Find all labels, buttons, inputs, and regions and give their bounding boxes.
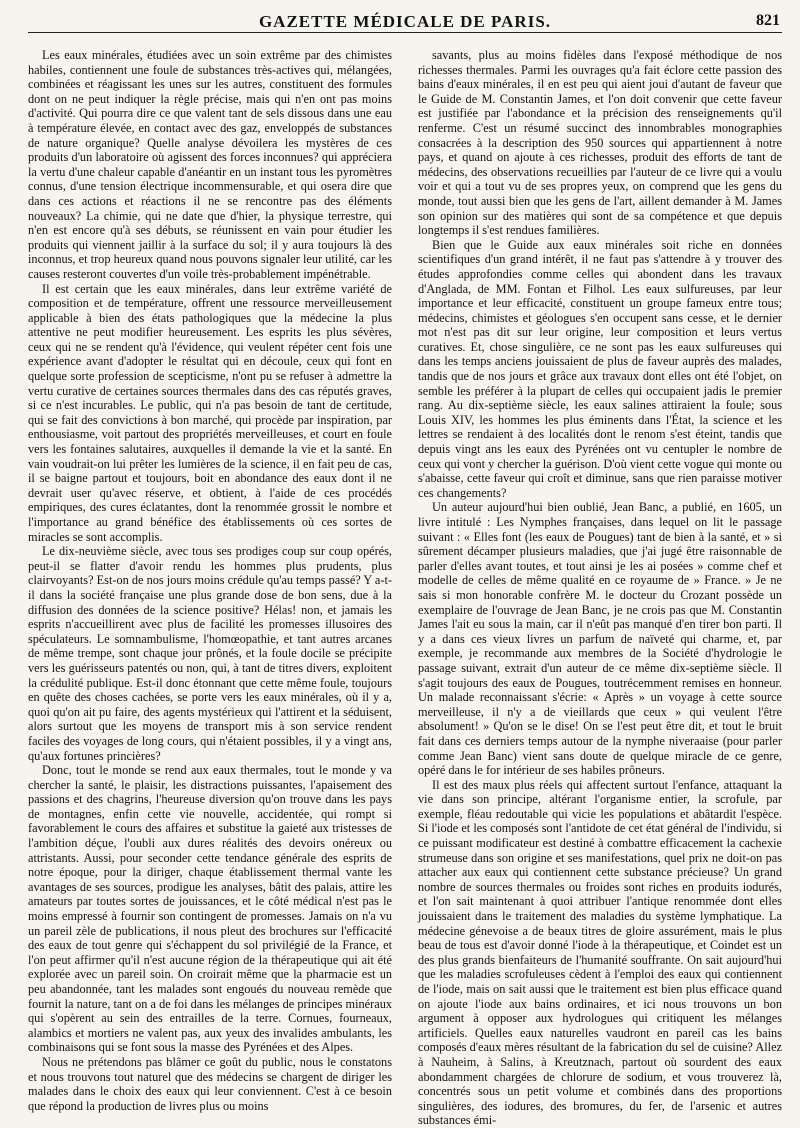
paragraph: Un auteur aujourd'hui bien oublié, Jean Banc, a publié, en 1605, un livre intitulé : Les Nymphes françaises, dans lequel on lit le passage suivant : « Elles font (les eaux de Pougues) tant de bien à la santé, et » si sûrement décamper plusieurs maladies, que j'ai jugé être raisonnable de parler d'elles avant toutes, et tout ainsi je les ai posées » comme chef et modelle de celles de même qualité en ce royaume de » France. » Je ne sais si mon honorable confrère M. le docteur du Crozant possède un exemplaire de l'ouvrage de Jean Banc, je ne crois pas que M. Constantin James l'ait eu sous la main, car il n'eût pas manqué d'en tirer bon parti. Il y a dans ces vieux livres un parfum de naïveté qui charme, et, par exemple, je recommande aux membres de la Société d'hydrologie le passage suivant, extrait d'un auteur de ce même dix-septième siècle. Il s'agit toujours des eaux de Pougues, toutrécemment remises en honneur. Un malade reconnaissant s'écrie: « Après » un voyage à cette source merveilleuse, il n'y a de vieillards que ceux » qui veulent l'être absolument! » Qu'on se le dise! On se l'est peut être dit, et tout le bruit fait dans ces derniers temps autour de la nymphe niveraaise (pour parler comme Jean Banc) vient sans doute de quelque miracle de ce genre, opéré dans le for intérieur de ses habiles prôneurs. [418, 500, 782, 778]
paragraph: Donc, tout le monde se rend aux eaux thermales, tout le monde y va chercher la santé, le plaisir, les distractions puissantes, l'apaisement des passions et des chagrins, l'heureuse diversion qu'on trouve dans les pays de montagnes, enfin cette vie nouvelle, accidentée, qui rompt si favorablement le cours des affaires et substitue la gaieté aux tristesses de l'ambition déçue, l'oubli aux dures réalités des devoirs onéreux ou attristants. Aussi, pour seconder cette tendance générale des esprits de notre époque, pour la diriger, chaque établissement thermal vante les avantages de ses sources, prodigue les analyses, bâtit des palais, attire les amateurs par toutes sortes de jouissances, et le côté médical n'est pas le moins empressé à fournir son contingent de promesses. Jamais on n'a vu un pareil zèle de publications, il nous pleut des brochures sur l'efficacité des eaux de tout genre qui s'échappent du sol privilégié de la France, et l'on peut affirmer qu'il n'est aucune région de la thérapeutique qui ait été explorée avec un pareil soin. On croirait même que la pharmacie est un peu abandonnée, tant les malades sont engoués du nouveau remède que fournit la nature, tant on a de foi dans les mélanges de principes minéraux qui s'opèrent au sein des entrailles de la terre. Cornues, fourneaux, alambics et mortiers ne valent pas, aux yeux des invalides ambulants, les combinaisons qui se font sous la masse des Pyrénées et des Alpes. [28, 763, 392, 1055]
paragraph: Nous ne prétendons pas blâmer ce goût du public, nous le constatons et nous trouvons tout naturel que des médecins se chargent de diriger les malades dans le choix des eaux qui leur conviennent. C'est à ce besoin que répond la production de livres plus ou moins [28, 1054, 392, 1113]
paragraph: Le dix-neuvième siècle, avec tous ses prodiges coup sur coup opérés, peut-il se flatter d'avoir rendu les hommes plus prudents, plus clairvoyants? Est-on de nos jours moins crédule qu'au temps passé? Y a-t-il dans la société française une plus grande dose de bon sens, due à la diffusion des données de la science positive? Hélas! non, et jamais les esprits n'accueillirent avec plus de facilité les promesses illusoires des spéculateurs. Le somnambulisme, l'homœopathie, et tant autres arcanes de même trempe, sont chaque jour prônés, et la foule docile se précipite vers les guérisseurs patentés ou non, qui, à tant de titres divers, exploitent la crédulité publique. Est-il donc étonnant que cette même foule, toujours en quête des choses cachées, se porte vers les eaux minérales, où il y a, quoi qu'on ait pu faire, des agents mystérieux qui l'attirent et la séduisent, alors surtout que les moyens de transport mis à son service rendent faciles des voyages de long cours, qui n'étaient possibles, il y a vingt ans, qu'aux fortunes princières? [28, 544, 392, 763]
text-columns [28, 48, 782, 1128]
paragraph: Les eaux minérales, étudiées avec un soin extrême par des chimistes habiles, contiennent une foule de substances très-actives qui, mélangées, combinées et réagissant les unes sur les autres, constituent des formules dont on ne peut indiquer la règle précise, mais qui n'en ont pas moins d'activité. Qui pourra dire ce que valent tant de sels dissous dans une eau à température élevée, en contact avec des gaz, enveloppés de substances de nature organique? Quelle analyse dévoilera les mystères de ces produits d'un laboratoire où agissent des forces inconnues? qui appréciera la vertu d'une chaleur capable d'anéantir en un instant tous les pyromètres connus, d'une tension électrique incommensurable, et qui osera dire que dans ces actions et réactions il ne se rencontre pas des éléments nouveaux? La chimie, qui ne date que d'hier, la physique terrestre, qui n'en est encore qu'à ses débuts, se réunissent en vain pour étudier les produits qui viennent jaillir à la surface du sol; il y aura toujours là des inconnus, et trop heureux quand nous pouvons signaler leur utilité, car les causes resteront couvertes d'un voile très-probablement impénétrable. [28, 48, 392, 281]
header-rule [28, 32, 782, 33]
paragraph: savants, plus au moins fidèles dans l'exposé méthodique de nos richesses thermales. Parmi les ouvrages qu'a fait éclore cette passion des bains d'eaux minérales, il en est peu qui aient joui d'autant de faveur que le Guide de M. Constantin James, et l'on doit convenir que cette faveur est justifiée par l'abondance et la précision des renseignements qu'il renferme. C'est un résumé succinct des innombrables monographies consacrées à la description des 950 sources qui appartiennent à notre pays, et quand on ajoute à ces richesses, produit des efforts de tant de médecins, des observations recueillies par l'auteur de ce livre qui a voulu voir et qui a tout vu de ses propres yeux, on comprend que les gens du monde, tout aussi bien que les gens de l'art, aillent demander à M. James son opinion sur des matières qui sont de sa compétence et que depuis longtemps il s'est rendues familières. [418, 48, 782, 238]
page-number: 821 [756, 12, 780, 29]
paragraph: Il est des maux plus réels qui affectent surtout l'enfance, attaquant la vie dans son principe, altérant l'organisme entier, la scrofule, par exemple, fléau redoutable qui vicie les populations et abâtardit l'espèce. Si l'iode et les composés sont l'antidote de cet état général de l'individu, si ce puissant modificateur est destiné à combattre efficacement la cachexie strumeuse dans son origine et ses manifestations, quel prix ne doit-on pas attacher aux eaux qui contiennent cette substance précieuse? Un grand nombre de sources thermales ou froides sont riches en produits iodurés, et l'on sait maintenant à quoi attribuer l'antique renommée dont elles jouissaient dans le traitement des maladies du système lymphatique. La médecine génevoise a de beaux titres de gloire assurément, mais le plus beau de tous est d'avoir donné l'iode à la thérapeutique, et Coindet est un des plus grands bienfaiteurs de l'humanité souffrante. On sait aujourd'hui que les maladies scrofuleuses cèdent à l'emploi des eaux qui contiennent de l'iode, mais on sait aussi que le traitement est bien plus efficace quand on ajoute l'iode aux bains ordinaires, et ici nous trouvons un bon argument à opposer aux hydrologues qui critiquent les mélanges artificiels. Quelles eaux naturelles vaudront en pareil cas les bains composés d'eaux mères résultant de la fabrication du sel de cuisine? Allez à Nauheim, à Salins, à Kreutznach, partout où sourdent des eaux abondamment chargées de chlorure de sodium, et vous trouverez là, concentrés sous un petit volume et combinés dans des proportions singulières, des iodures, des bromures, du fer, de l'arsenic et autres substances émi- [418, 777, 782, 1128]
running-title: GAZETTE MÉDICALE DE PARIS. [258, 12, 552, 31]
right-column [418, 48, 782, 1128]
left-column [28, 48, 392, 1128]
page-header [28, 6, 782, 36]
paragraph: Il est certain que les eaux minérales, dans leur extrême variété de composition et de température, offrent une ressource merveilleusement applicable à bien des états pathologiques que la médecine la plus attentive ne peut modifier heureusement. Les esprits les plus sévères, ceux qui ne se rendent qu'à l'évidence, qui veulent répéter cent fois une expérience avant d'adopter le résultat qui en découle, ceux qui font en quelque sorte profession de scepticisme, n'ont pu se refuser à admettre la vertu curative de certaines sources thermales dans des cas réputés graves, si ce n'est incurables. Le public, qui n'a pas besoin de tant de certitude, qui se fait des convictions à bon marché, qui procède par inspiration, par enthousiasme, voit partout des propriétés merveilleuses, et court en foule vers les fontaines salutaires, auxquelles il demande la vie et la santé. En vain voudrait-on lui prêter les lumières de la science, il en fait peu de cas, il se baigne partout et toujours, boit en abondance des eaux dont il ne devrait user qu'avec réserve, et obtient, à l'aide de ces procédés empiriques, des cures éclatantes, dont la renommée grossit le nombre et l'importance au grand bénéfice des établissements où ces sortes de miracles se sont accomplis. [28, 281, 392, 544]
paragraph: Bien que le Guide aux eaux minérales soit riche en données scientifiques d'un grand intérêt, il ne faut pas s'attendre à y trouver des études approfondies comme celles qui abondent dans les travaux d'Anglada, de MM. Fontan et Filhol. Les eaux sulfureuses, par leur importance et leur efficacité, constituent un groupe fameux entre tous; médecins, chimistes et géologues s'en occupent sans cesse, et le dernier mot n'est pas dit sur leur origine, leur composition et leurs vertus curatives. Et, chose singulière, ce ne sont pas les eaux sulfureuses qui dans les temps anciens jouissaient de plus de faveur auprès des malades, tandis que de nos jours et grâce aux travaux dont elles ont été l'objet, on semble les préférer à la plupart de celles qui occupaient jadis le premier rang. Au dix-septième siècle, les eaux salines attiraient la foule; sous Louis XIV, les hommes les plus éminents dans l'État, la science et les lettres se rendaient à des localités dont le renom s'est éteint, tandis que depuis vingt ans les eaux des Pyrénées ont vu centupler le nombre de ceux qui vont y chercher la guérison. D'où vient cette vogue qui monte ou s'abaisse, cette faveur qui croît et diminue, sans que rien paraisse motiver ces changements? [418, 237, 782, 500]
